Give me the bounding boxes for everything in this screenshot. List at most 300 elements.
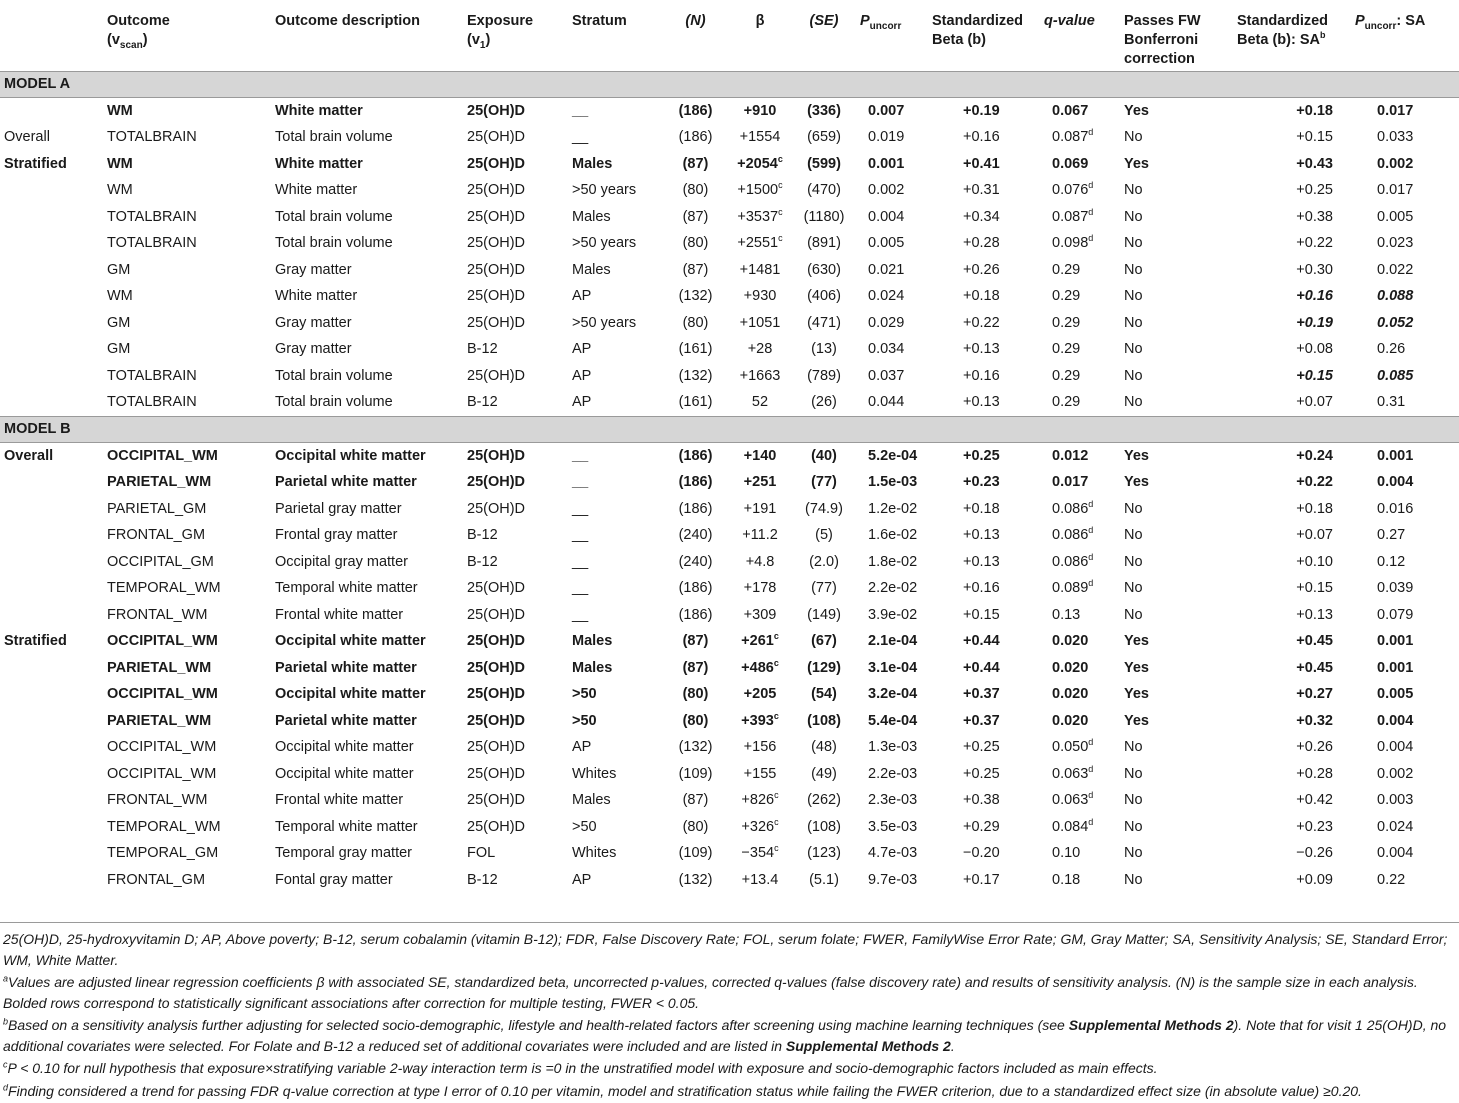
cell-n-value: (109): [678, 845, 713, 862]
cell-stratum-value: >50 years: [572, 235, 637, 252]
cell-outcome: [103, 681, 271, 708]
cell-stratum: [568, 734, 663, 761]
cell-outcome-description-value: Parietal white matter: [275, 474, 417, 491]
cell-q-value-value: 0.29: [1052, 314, 1081, 331]
cell-beta-value: +3537: [737, 208, 779, 225]
cell-se-value: (26): [811, 394, 837, 411]
cell-n-value: (186): [678, 606, 713, 623]
footnote-marker: d: [1088, 816, 1094, 827]
cell-outcome-value: OCCIPITAL_WM: [107, 739, 217, 756]
cell-q-value-value: 0.020: [1052, 633, 1089, 650]
cell-exposure-value: 25(OH)D: [467, 182, 526, 199]
cell-q-value: [1040, 177, 1120, 204]
cell-se-value: (406): [807, 288, 841, 305]
cell-p-sa: [1351, 602, 1459, 629]
cell-standardized-beta-value: +0.38: [963, 792, 1000, 809]
cell-se-value: (54): [811, 686, 837, 703]
cell-se-value: (129): [807, 659, 841, 676]
cell-outcome-description: [271, 177, 463, 204]
cell-standardized-beta-value: +0.44: [963, 633, 1000, 650]
cell-p-uncorr-value: 2.2e-02: [868, 580, 918, 597]
cell-se-value: (77): [811, 474, 837, 491]
cell-n: [663, 151, 728, 178]
cell-q-value: [1040, 708, 1120, 735]
cell-standardized-beta-sa: [1233, 602, 1351, 629]
cell-se: [792, 204, 856, 231]
cell-beta-value: +13.4: [741, 871, 779, 888]
cell-passes: [1120, 734, 1233, 761]
cell-se: [792, 708, 856, 735]
cell-beta: [728, 257, 792, 284]
cell-p-sa-value: 0.002: [1377, 155, 1414, 172]
cell-p-sa: [1351, 761, 1459, 788]
cell-beta: [728, 787, 792, 814]
cell-se: [792, 628, 856, 655]
table-body: [0, 71, 1459, 893]
table-row: [0, 681, 1459, 708]
cell-stratum-value: Whites: [572, 765, 617, 782]
cell-se: [792, 787, 856, 814]
cell-passes: [1120, 681, 1233, 708]
table-bottom-rule: [0, 922, 1459, 923]
cell-p-uncorr-value: 1.8e-02: [868, 553, 918, 570]
cell-p-uncorr: [856, 469, 928, 496]
cell-group: [0, 442, 103, 469]
cell-passes: [1120, 761, 1233, 788]
cell-outcome-value: TEMPORAL_GM: [107, 845, 219, 862]
cell-p-sa-value: 0.016: [1377, 500, 1414, 517]
cell-n-value: (186): [678, 580, 713, 597]
cell-stratum: [568, 575, 663, 602]
cell-se: [792, 97, 856, 124]
cell-stratum-value: AP: [572, 871, 592, 888]
cell-outcome-description: [271, 204, 463, 231]
cell-exposure: [463, 363, 568, 390]
cell-passes: [1120, 628, 1233, 655]
cell-se: [792, 469, 856, 496]
cell-q-value-value: 0.020: [1052, 686, 1089, 703]
cell-standardized-beta-sa: [1233, 734, 1351, 761]
cell-p-sa: [1351, 336, 1459, 363]
cell-group: [0, 681, 103, 708]
cell-exposure-value: FOL: [467, 845, 496, 862]
footnote-marker: c: [774, 843, 779, 854]
cell-se-value: (2.0): [809, 553, 839, 570]
cell-standardized-beta-value: +0.19: [963, 102, 1000, 119]
cell-group: [0, 124, 103, 151]
cell-n: [663, 602, 728, 629]
cell-outcome-description-value: Occipital white matter: [275, 686, 426, 703]
cell-standardized-beta-value: −0.20: [963, 845, 1000, 862]
cell-standardized-beta-sa: [1233, 840, 1351, 867]
model-label: MODEL B: [0, 416, 1459, 442]
cell-group: [0, 867, 103, 894]
cell-standardized-beta-sa: [1233, 761, 1351, 788]
cell-stratum-value: __: [572, 129, 589, 146]
cell-q-value: [1040, 522, 1120, 549]
cell-se: [792, 496, 856, 523]
cell-stratum-value: __: [572, 474, 589, 491]
cell-n-value: (186): [678, 474, 713, 491]
cell-se: [792, 761, 856, 788]
cell-p-sa: [1351, 469, 1459, 496]
cell-standardized-beta-sa-value: +0.16: [1296, 288, 1333, 305]
cell-p-uncorr: [856, 575, 928, 602]
cell-beta-value: +191: [743, 500, 777, 517]
cell-outcome: [103, 496, 271, 523]
cell-passes-value: Yes: [1124, 659, 1149, 676]
cell-outcome: [103, 336, 271, 363]
cell-outcome-description: [271, 257, 463, 284]
cell-standardized-beta: [928, 151, 1040, 178]
cell-outcome-description-value: Temporal white matter: [275, 580, 418, 597]
cell-q-value: [1040, 814, 1120, 841]
cell-p-uncorr: [856, 840, 928, 867]
footnote-marker: c: [777, 153, 783, 164]
cell-beta-value: +28: [747, 341, 773, 358]
cell-exposure: [463, 867, 568, 894]
cell-q-value-value: 0.29: [1052, 394, 1081, 411]
cell-passes-value: No: [1124, 818, 1143, 835]
cell-p-sa: [1351, 522, 1459, 549]
cell-passes-value: Yes: [1124, 474, 1149, 491]
cell-standardized-beta-sa-value: +0.43: [1296, 155, 1333, 172]
cell-group: [0, 708, 103, 735]
table-row: [0, 840, 1459, 867]
cell-p-sa: [1351, 840, 1459, 867]
cell-beta: [728, 469, 792, 496]
cell-beta-value: +326: [741, 818, 775, 835]
cell-standardized-beta-sa: [1233, 787, 1351, 814]
cell-outcome-description: [271, 283, 463, 310]
cell-outcome-value: FRONTAL_WM: [107, 792, 208, 809]
cell-p-sa-value: 0.004: [1377, 739, 1414, 756]
cell-q-value: [1040, 442, 1120, 469]
cell-stratum-value: __: [572, 447, 589, 464]
cell-passes: [1120, 602, 1233, 629]
cell-standardized-beta-sa-value: +0.18: [1296, 102, 1333, 119]
cell-q-value-value: 0.076: [1052, 182, 1089, 199]
cell-p-uncorr: [856, 336, 928, 363]
cell-passes-value: No: [1124, 845, 1143, 862]
cell-outcome-description-value: Gray matter: [275, 261, 352, 278]
cell-beta-value: +930: [743, 288, 777, 305]
cell-exposure-value: 25(OH)D: [467, 474, 526, 491]
cell-passes: [1120, 389, 1233, 416]
cell-standardized-beta-sa-value: +0.09: [1296, 871, 1333, 888]
cell-group: [0, 336, 103, 363]
cell-beta: [728, 124, 792, 151]
cell-outcome: [103, 522, 271, 549]
cell-standardized-beta-sa-value: +0.18: [1296, 500, 1333, 517]
cell-q-value: [1040, 257, 1120, 284]
cell-outcome-description-value: Occipital white matter: [275, 739, 414, 756]
cell-beta-value: +826: [741, 792, 775, 809]
cell-q-value-value: 0.087: [1052, 208, 1089, 225]
cell-standardized-beta: [928, 867, 1040, 894]
cell-se: [792, 283, 856, 310]
cell-beta: [728, 734, 792, 761]
cell-p-sa-value: 0.033: [1377, 129, 1414, 146]
cell-outcome-description-value: Occipital gray matter: [275, 553, 408, 570]
cell-beta: [728, 814, 792, 841]
cell-q-value: [1040, 336, 1120, 363]
cell-standardized-beta-sa: [1233, 575, 1351, 602]
cell-exposure: [463, 549, 568, 576]
cell-passes-value: Yes: [1124, 102, 1149, 119]
cell-beta-value: 52: [751, 394, 769, 411]
cell-beta: [728, 549, 792, 576]
cell-se: [792, 177, 856, 204]
cell-exposure-value: 25(OH)D: [467, 659, 526, 676]
cell-exposure: [463, 522, 568, 549]
cell-outcome-value: FRONTAL_GM: [107, 527, 206, 544]
table-row: [0, 336, 1459, 363]
table-row: [0, 389, 1459, 416]
cell-beta: [728, 681, 792, 708]
cell-p-uncorr-value: 0.002: [868, 182, 905, 199]
cell-q-value-value: 0.017: [1052, 474, 1089, 491]
cell-outcome-description: [271, 575, 463, 602]
cell-standardized-beta-sa-value: +0.30: [1296, 261, 1333, 278]
cell-p-sa: [1351, 575, 1459, 602]
cell-p-sa-value: 0.26: [1377, 341, 1406, 358]
cell-outcome-value: OCCIPITAL_GM: [107, 553, 214, 570]
cell-q-value: [1040, 681, 1120, 708]
cell-standardized-beta-value: +0.13: [963, 394, 1000, 411]
cell-standardized-beta-sa: [1233, 336, 1351, 363]
cell-exposure-value: B-12: [467, 871, 498, 888]
cell-passes-value: No: [1124, 765, 1143, 782]
cell-outcome-description: [271, 761, 463, 788]
cell-exposure-value: 25(OH)D: [467, 739, 526, 756]
cell-stratum-value: Whites: [572, 845, 617, 862]
cell-standardized-beta: [928, 204, 1040, 231]
cell-standardized-beta-sa: [1233, 257, 1351, 284]
cell-n-value: (87): [682, 792, 709, 809]
cell-exposure-value: 25(OH)D: [467, 633, 526, 650]
cell-p-uncorr-value: 0.037: [868, 367, 905, 384]
cell-beta: [728, 602, 792, 629]
cell-passes: [1120, 814, 1233, 841]
cell-n-value: (186): [678, 447, 713, 464]
cell-standardized-beta: [928, 257, 1040, 284]
cell-n: [663, 761, 728, 788]
cell-exposure: [463, 734, 568, 761]
cell-stratum-value: __: [572, 580, 589, 597]
cell-exposure: [463, 124, 568, 151]
cell-p-sa-value: 0.12: [1377, 553, 1406, 570]
cell-exposure-value: 25(OH)D: [467, 129, 526, 146]
cell-standardized-beta: [928, 469, 1040, 496]
cell-standardized-beta-sa: [1233, 363, 1351, 390]
cell-outcome-description: [271, 787, 463, 814]
cell-outcome: [103, 708, 271, 735]
cell-se-value: (40): [811, 447, 837, 464]
cell-beta-value: +205: [743, 686, 777, 703]
footnote-marker: c: [778, 180, 783, 191]
cell-outcome-description: [271, 469, 463, 496]
cell-se-value: (659): [807, 129, 841, 146]
footnote-marker: c: [773, 710, 779, 721]
cell-standardized-beta-sa: [1233, 283, 1351, 310]
cell-outcome-description: [271, 549, 463, 576]
cell-stratum-value: AP: [572, 394, 592, 411]
cell-stratum-value: __: [572, 606, 589, 623]
cell-q-value: [1040, 575, 1120, 602]
cell-standardized-beta: [928, 496, 1040, 523]
cell-q-value-value: 0.29: [1052, 288, 1081, 305]
cell-passes-value: No: [1124, 739, 1143, 756]
cell-n-value: (240): [678, 527, 713, 544]
cell-stratum: [568, 840, 663, 867]
cell-outcome: [103, 602, 271, 629]
cell-outcome-description-value: White matter: [275, 288, 358, 305]
table-row: [0, 124, 1459, 151]
cell-q-value: [1040, 124, 1120, 151]
cell-p-uncorr: [856, 363, 928, 390]
cell-se-value: (5): [815, 527, 833, 544]
cell-outcome: [103, 230, 271, 257]
cell-beta-value: +251: [743, 474, 777, 491]
cell-p-uncorr-value: 3.5e-03: [868, 818, 918, 835]
cell-se: [792, 549, 856, 576]
cell-outcome-description-value: Total brain volume: [275, 367, 393, 384]
cell-outcome: [103, 257, 271, 284]
cell-p-sa-value: 0.085: [1377, 367, 1414, 384]
cell-outcome-description-value: Temporal gray matter: [275, 845, 412, 862]
cell-outcome-description-value: Occipital white matter: [275, 633, 426, 650]
cell-p-sa-value: 0.088: [1377, 288, 1414, 305]
cell-exposure: [463, 442, 568, 469]
cell-p-uncorr: [856, 124, 928, 151]
footnote-marker: d: [1088, 525, 1094, 536]
cell-outcome-description: [271, 363, 463, 390]
cell-q-value: [1040, 230, 1120, 257]
header-se: (SE): [792, 0, 856, 71]
cell-n-value: (132): [678, 367, 713, 384]
cell-standardized-beta: [928, 708, 1040, 735]
cell-q-value-value: 0.020: [1052, 712, 1089, 729]
cell-q-value-value: 0.086: [1052, 527, 1089, 544]
cell-exposure-value: 25(OH)D: [467, 580, 526, 597]
cell-outcome: [103, 814, 271, 841]
cell-stratum-value: >50: [572, 818, 597, 835]
cell-n-value: (186): [678, 500, 713, 517]
cell-n: [663, 681, 728, 708]
cell-se: [792, 655, 856, 682]
cell-p-uncorr: [856, 867, 928, 894]
cell-p-sa: [1351, 230, 1459, 257]
cell-outcome-description-value: Total brain volume: [275, 129, 393, 146]
cell-standardized-beta-sa-value: +0.15: [1296, 129, 1333, 146]
cell-stratum-value: __: [572, 500, 589, 517]
cell-exposure-value: 25(OH)D: [467, 314, 526, 331]
cell-n: [663, 230, 728, 257]
cell-p-uncorr-value: 0.029: [868, 314, 905, 331]
cell-outcome-description: [271, 310, 463, 337]
cell-p-uncorr: [856, 681, 928, 708]
cell-n-value: (240): [678, 553, 713, 570]
cell-stratum: [568, 230, 663, 257]
cell-se-value: (599): [807, 155, 841, 172]
cell-se: [792, 230, 856, 257]
cell-passes: [1120, 575, 1233, 602]
cell-q-value: [1040, 151, 1120, 178]
cell-q-value: [1040, 761, 1120, 788]
cell-beta: [728, 761, 792, 788]
cell-beta-value: +309: [743, 606, 777, 623]
cell-stratum: [568, 124, 663, 151]
footnote-marker: d: [1088, 233, 1094, 244]
cell-n: [663, 708, 728, 735]
cell-p-uncorr: [856, 814, 928, 841]
cell-p-sa-value: 0.017: [1377, 102, 1414, 119]
cell-standardized-beta-value: +0.13: [963, 553, 1000, 570]
cell-group: [0, 575, 103, 602]
cell-p-uncorr-value: 2.1e-04: [868, 633, 918, 650]
cell-q-value: [1040, 283, 1120, 310]
cell-stratum: [568, 761, 663, 788]
cell-outcome-description-value: Frontal white matter: [275, 792, 404, 809]
cell-exposure: [463, 575, 568, 602]
cell-standardized-beta: [928, 761, 1040, 788]
cell-exposure-value: 25(OH)D: [467, 155, 526, 172]
cell-q-value: [1040, 787, 1120, 814]
footnote-abbreviations: 25(OH)D, 25-hydroxyvitamin D; AP, Above poverty; B-12, serum cobalamin (vitamin B-12); FDR, False Discovery Rate; FOL, serum folate; FWER, FamilyWise Error Rate; GM, Gray Matter; SA, Sensitivity Analysis; SE, Standard Error; WM, White Matter.: [3, 931, 1448, 968]
cell-beta: [728, 310, 792, 337]
cell-se: [792, 681, 856, 708]
cell-passes: [1120, 97, 1233, 124]
cell-se-value: (48): [811, 739, 837, 756]
cell-outcome-description: [271, 814, 463, 841]
cell-beta-value: +1554: [739, 129, 781, 146]
cell-beta-value: +1481: [739, 261, 781, 278]
cell-group-value: Stratified: [4, 155, 67, 172]
cell-standardized-beta-sa: [1233, 389, 1351, 416]
cell-outcome-value: WM: [107, 182, 133, 199]
cell-standardized-beta: [928, 389, 1040, 416]
cell-n: [663, 363, 728, 390]
cell-group: [0, 761, 103, 788]
cell-passes: [1120, 469, 1233, 496]
cell-outcome-description: [271, 734, 463, 761]
cell-p-sa: [1351, 363, 1459, 390]
cell-passes: [1120, 204, 1233, 231]
cell-standardized-beta-sa-value: +0.27: [1296, 686, 1333, 703]
cell-standardized-beta-sa-value: −0.26: [1296, 845, 1333, 862]
cell-p-sa-value: 0.004: [1377, 474, 1414, 491]
cell-se: [792, 840, 856, 867]
model-label: MODEL A: [0, 71, 1459, 97]
cell-beta: [728, 522, 792, 549]
cell-passes-value: No: [1124, 394, 1143, 411]
cell-n: [663, 522, 728, 549]
cell-p-uncorr: [856, 602, 928, 629]
cell-q-value: [1040, 310, 1120, 337]
cell-p-uncorr: [856, 442, 928, 469]
cell-outcome: [103, 867, 271, 894]
cell-se-value: (470): [807, 182, 841, 199]
cell-outcome-description: [271, 840, 463, 867]
cell-outcome-description: [271, 124, 463, 151]
cell-q-value-value: 0.086: [1052, 500, 1089, 517]
cell-outcome: [103, 734, 271, 761]
cell-p-sa-value: 0.31: [1377, 394, 1406, 411]
cell-standardized-beta: [928, 628, 1040, 655]
cell-p-uncorr-value: 1.6e-02: [868, 527, 918, 544]
cell-outcome-value: PARIETAL_WM: [107, 474, 212, 491]
